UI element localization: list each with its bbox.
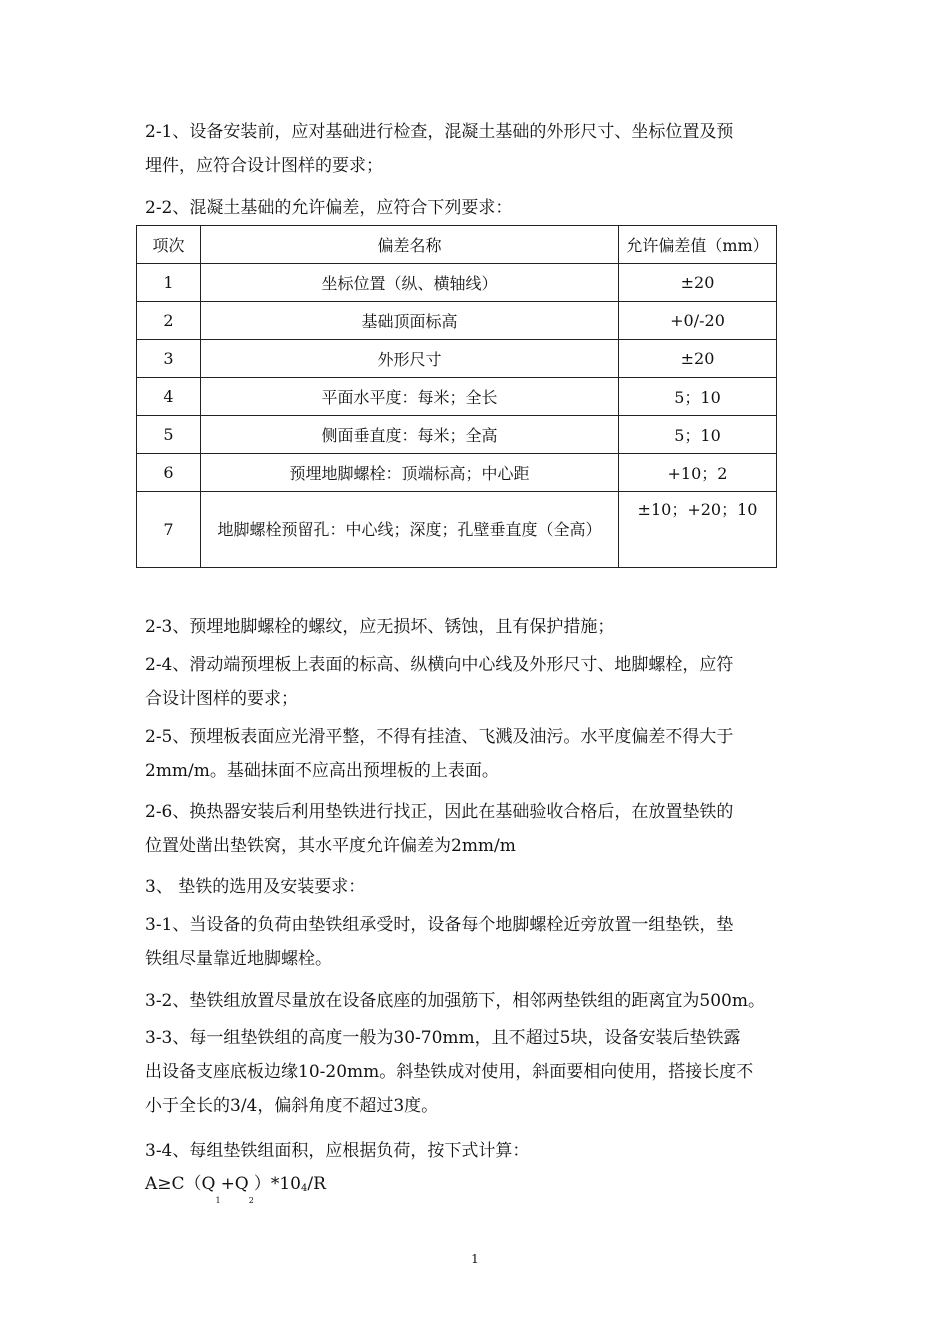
table-row [137,416,777,454]
table-cell: 5；10 [619,378,777,416]
table-cell: 5；10 [619,416,777,454]
section-heading-3 [145,870,810,904]
page-number: 1 [471,1252,479,1266]
text-line: 2-2、混凝土基础的允许偏差，应符合下列要求： [145,198,513,218]
paragraph-2-4 [145,648,810,716]
text-line: 小于全长的3/4，偏斜角度不超过3度。 [145,1096,439,1116]
text-line: 铁组尽量靠近地脚螺栓。 [145,949,332,969]
table-cell: 外形尺寸 [201,340,619,378]
table-cell: ±20 [619,340,777,378]
header-cell: 项次 [137,226,201,264]
text-line: 2-3、预埋地脚螺栓的螺纹，应无损坏、锈蚀，且有保护措施； [145,617,615,637]
header-cell: 偏差名称 [201,226,619,264]
header-cell: 允许偏差值（mm） [619,226,777,264]
paragraph-3-2 [145,984,810,1018]
text-line: 2-5、预埋板表面应光滑平整，不得有挂渣、飞溅及油污。水平度偏差不得大于 [145,727,734,747]
table-row [137,492,777,568]
table-row [137,454,777,492]
text-line: 3-2、垫铁组放置尽量放在设备底座的加强筋下，相邻两垫铁组的距离宜为500m。 [145,991,765,1011]
table-cell: ±20 [619,264,777,302]
table-row [137,302,777,340]
table-row [137,378,777,416]
deviation-table [136,225,777,568]
text-line: 3、 垫铁的选用及安装要求： [145,877,366,897]
formula-subscript: 2 [248,1196,254,1205]
text-line: 2-6、换热器安装后利用垫铁进行找正，因此在基础验收合格后，在放置垫铁的 [145,802,734,822]
table-cell: 侧面垂直度：每米；全高 [201,416,619,454]
text-line: 2-1、设备安装前，应对基础进行检查，混凝土基础的外形尺寸、坐标位置及预 [145,122,734,142]
table-row [137,264,777,302]
table-cell: +10；2 [619,454,777,492]
formula-suffix: /R [307,1174,326,1194]
table-cell: 预埋地脚螺栓：顶端标高；中心距 [201,454,619,492]
table-row [137,340,777,378]
formula-prefix: A≥C（Q [145,1174,216,1194]
table-header-row [137,226,777,264]
paragraph-2-2 [145,191,810,225]
text-line: 2-4、滑动端预埋板上表面的标高、纵横向中心线及外形尺寸、地脚螺栓，应符 [145,655,734,675]
paragraph-2-6 [145,795,810,863]
table-cell: 7 [137,492,201,568]
table-cell: 地脚螺栓预留孔：中心线；深度；孔壁垂直度（全高） [201,492,619,568]
table-cell: ±10；+20；10 [619,492,777,568]
table-cell: 6 [137,454,201,492]
table-cell: 5 [137,416,201,454]
paragraph-3-4 [145,1134,810,1168]
text-line: 3-3、每一组垫铁组的高度一般为30-70mm，且不超过5块，设备安装后垫铁露 [145,1028,741,1048]
table-cell: 4 [137,378,201,416]
table-cell: 坐标位置（纵、横轴线） [201,264,619,302]
text-line: 位置处凿出垫铁窝，其水平度允许偏差为2mm/m [145,836,516,856]
paragraph-2-5 [145,720,810,788]
table-cell: 平面水平度：每米；全长 [201,378,619,416]
formula-exponent: 4 [300,1183,308,1194]
table-cell: 基础顶面标高 [201,302,619,340]
table-cell: 3 [137,340,201,378]
text-line: 出设备支座底板边缘10-20mm。斜垫铁成对使用，斜面要相向使用，搭接长度不 [145,1062,754,1082]
paragraph-2-1 [145,115,810,183]
text-line: 埋件，应符合设计图样的要求； [145,156,383,176]
formula-plus: +Q [220,1174,249,1194]
formula-subscript: 1 [215,1196,221,1205]
paragraph-3-1 [145,908,810,976]
paragraph-2-3 [145,610,810,644]
formula-mid: ）*10 [253,1174,301,1194]
area-formula [145,1172,326,1205]
paragraph-3-3 [145,1021,810,1123]
table-cell: 2 [137,302,201,340]
table-cell: +0/-20 [619,302,777,340]
text-line: 合设计图样的要求； [145,689,298,709]
text-line: 3-4、每组垫铁组面积，应根据负荷，按下式计算： [145,1141,530,1161]
text-line: 3-1、当设备的负荷由垫铁组承受时，设备每个地脚螺栓近旁放置一组垫铁，垫 [145,915,734,935]
text-line: 2mm/m。基础抹面不应高出预埋板的上表面。 [145,761,499,781]
table-cell: 1 [137,264,201,302]
